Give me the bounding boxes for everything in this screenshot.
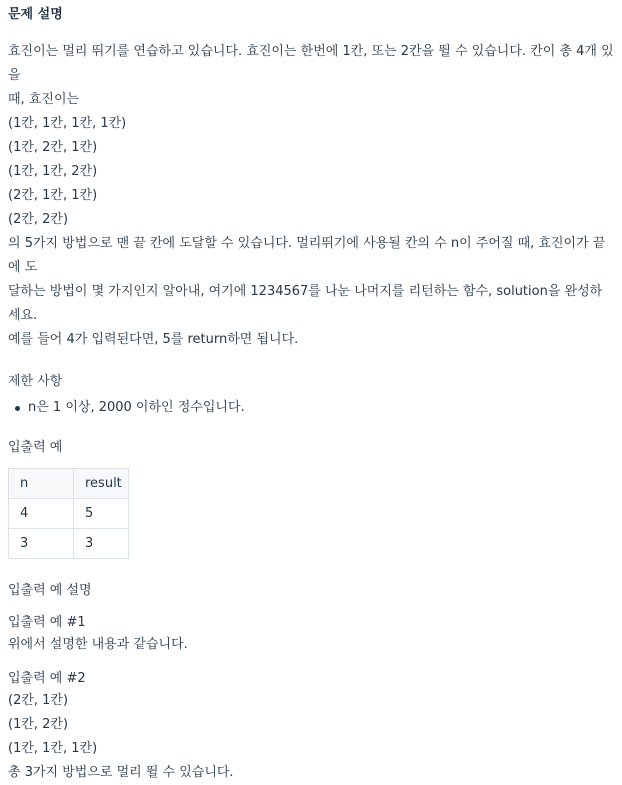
- table-row: [9, 499, 129, 529]
- problem-statement: [8, 40, 614, 352]
- examples-heading: 입출력 예: [8, 440, 63, 455]
- problem-description: [8, 6, 614, 785]
- constraints-list: [8, 398, 614, 418]
- table-cell: 3: [74, 529, 129, 559]
- combo-line: (1칸, 1칸, 1칸): [8, 741, 98, 756]
- intro-line: 효진이는 멀리 뛰기를 연습하고 있습니다. 효진이는 한번에 1칸, 또는 2칸을 뛸 수 있습니다. 칸이 총 4개 있을: [8, 44, 614, 83]
- table-cell: 4: [9, 499, 74, 529]
- combo-line: (2칸, 1칸, 1칸): [8, 188, 98, 203]
- desc-line: 달하는 방법이 몇 가지인지 알아내, 여기에 1234567를 나눈 나머지를 리턴하는 함수, solution을 완성하세요.: [8, 284, 603, 323]
- combo-line: (2칸, 1칸): [8, 693, 69, 708]
- table-cell: 5: [74, 499, 129, 529]
- desc-line: 의 5가지 방법으로 맨 끝 칸에 도달할 수 있습니다. 멀리뛰기에 사용될 칸의 수 n이 주어질 때, 효진이가 끝에 도: [8, 236, 606, 275]
- constraint-text: n은 1 이상, 2000 이하인 정수입니다.: [28, 400, 245, 415]
- example-1-title: 입출력 예 #1: [8, 615, 86, 630]
- section-title: 문제 설명: [8, 7, 63, 22]
- combo-line: (1칸, 1칸, 2칸): [8, 164, 98, 179]
- combo-line: (1칸, 2칸, 1칸): [8, 140, 98, 155]
- combo-line: (1칸, 1칸, 1칸, 1칸): [8, 116, 127, 131]
- explanation-heading: 입출력 예 설명: [8, 583, 92, 598]
- desc-line: 예를 들어 4가 입력된다면, 5를 return하면 됩니다.: [8, 332, 299, 347]
- example-2-title: 입출력 예 #2: [8, 671, 86, 686]
- combo-line: (1칸, 2칸): [8, 717, 69, 732]
- intro-line: 때, 효진이는: [8, 92, 80, 107]
- table-header-row: [9, 469, 129, 499]
- column-header-result: result: [74, 469, 129, 499]
- examples-table: [8, 468, 129, 559]
- example-1-text: 위에서 설명한 내용과 같습니다.: [8, 637, 188, 652]
- combo-line: (2칸, 2칸): [8, 212, 69, 227]
- column-header-n: n: [9, 469, 74, 499]
- list-item: [28, 398, 614, 418]
- table-row: [9, 529, 129, 559]
- constraints-heading: 제한 사항: [8, 374, 63, 389]
- table-cell: 3: [9, 529, 74, 559]
- example-2-text: 총 3가지 방법으로 멀리 뛸 수 있습니다.: [8, 765, 234, 780]
- bullet-icon: [15, 406, 20, 411]
